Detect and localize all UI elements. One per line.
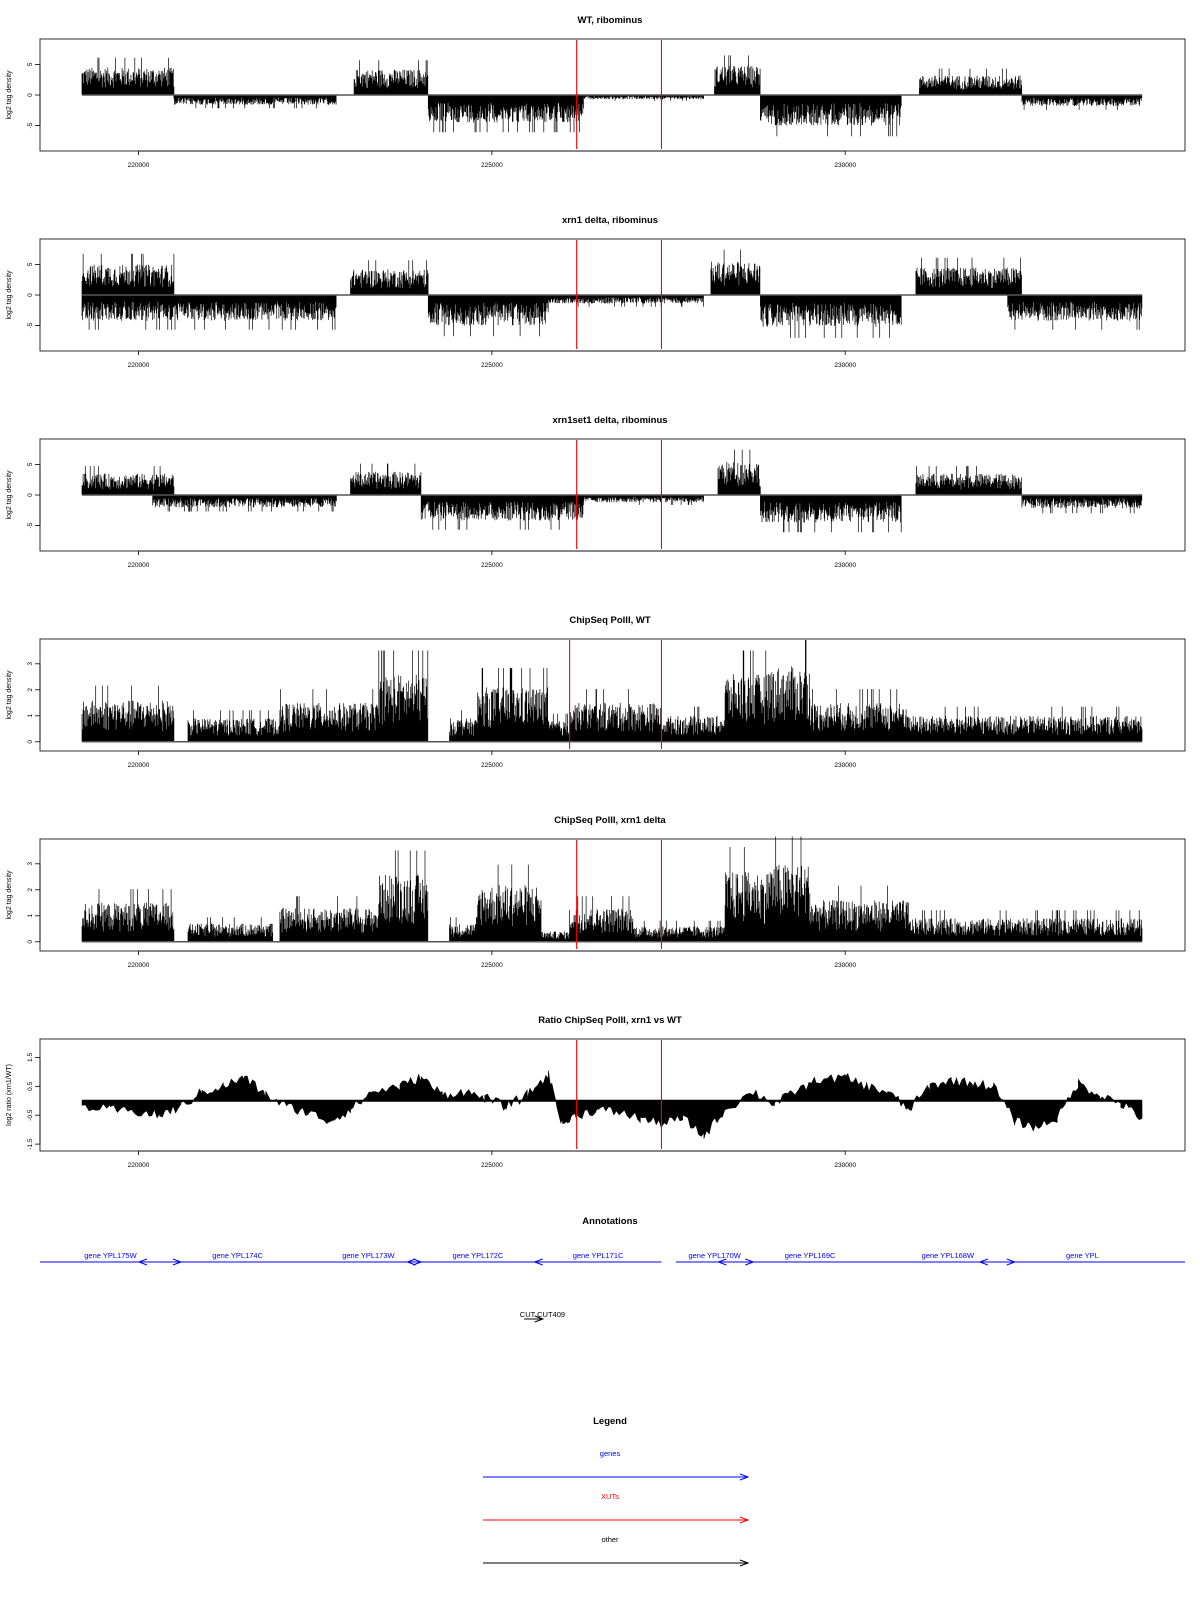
signal-bar-block	[768, 640, 810, 742]
x-tick-label: 230000	[834, 362, 857, 369]
signal-bar-block	[760, 95, 901, 136]
x-tick-label: 230000	[834, 1162, 857, 1169]
y-tick-label: 5	[27, 62, 34, 67]
x-tick-label: 220000	[127, 962, 150, 969]
gene-label: gene YPL175W	[84, 1251, 137, 1260]
y-axis-label: log2 tag density	[6, 470, 13, 520]
signal-bar-block	[478, 668, 548, 742]
panel-xrn1-ribominus	[6, 215, 1185, 369]
panel-wt-ribominus	[6, 15, 1185, 169]
gene-label: gene YPL170W	[688, 1251, 741, 1260]
signal-bar-block	[82, 254, 174, 295]
x-tick-label: 220000	[127, 562, 150, 569]
signal-bar-block	[450, 710, 478, 742]
signal-bar-block	[584, 495, 704, 505]
signal-bar-block	[188, 917, 273, 942]
signal-bar-block	[548, 714, 569, 742]
signal-bar-block	[570, 896, 633, 942]
x-tick-label: 220000	[127, 162, 150, 169]
signal-bar-block	[810, 689, 908, 742]
y-axis-label: log2 tag density	[6, 670, 13, 720]
signal-bar-block	[1022, 95, 1142, 110]
y-tick-label: -5	[27, 122, 34, 129]
panel-title: xrn1 delta, ribominus	[561, 215, 659, 226]
x-tick-label: 225000	[481, 562, 503, 569]
x-tick-label: 230000	[834, 762, 857, 769]
signal-bar-block	[379, 851, 428, 942]
x-tick-label: 220000	[127, 1162, 150, 1169]
annotations-title: Annotations	[582, 1216, 638, 1227]
signal-bar-block	[1008, 295, 1142, 330]
signal-bar-block	[725, 847, 767, 942]
y-tick-label: -5	[27, 522, 34, 529]
gene-label: gene YPL168W	[921, 1251, 975, 1260]
signal-bar-block	[351, 464, 421, 495]
y-tick-label: 2	[27, 887, 34, 892]
y-tick-label: 0	[27, 293, 34, 297]
signal-bar-block	[82, 58, 174, 95]
y-axis-label: log2 tag density	[6, 70, 13, 120]
y-tick-label: 0	[27, 93, 34, 97]
panel-xrn1set1-ribominus	[6, 415, 1185, 569]
x-tick-label: 220000	[127, 362, 150, 369]
panel-title: ChipSeq PolII, xrn1 delta	[554, 815, 666, 826]
signal-bar-block	[188, 710, 280, 742]
signal-bar-block	[570, 689, 662, 742]
y-axis-label: log2 ratio (xrn1/WT)	[6, 1064, 13, 1126]
signal-bar-block	[916, 258, 1022, 295]
signal-bar-block	[715, 55, 761, 95]
gene-label: gene YPL172C	[452, 1251, 504, 1260]
y-tick-label: 1	[27, 913, 34, 918]
signal-bar-block	[82, 295, 336, 330]
y-tick-label: 3	[27, 861, 34, 866]
y-tick-label: 2	[27, 687, 34, 692]
y-tick-label: 0	[27, 493, 34, 497]
x-tick-label: 225000	[481, 762, 503, 769]
y-tick-label: 1.5	[27, 1052, 34, 1062]
signal-bar-block	[718, 450, 760, 495]
legend-label-xuts: XUTs	[601, 1492, 619, 1501]
x-tick-label: 220000	[127, 762, 150, 769]
signal-bar-block	[548, 295, 703, 307]
signal-bar-block	[1022, 495, 1142, 513]
x-tick-label: 225000	[481, 162, 503, 169]
panel-title: xrn1set1 delta, ribominus	[552, 415, 668, 426]
gene-label: gene YPL173W	[342, 1251, 395, 1260]
signal-bar-block	[478, 865, 541, 942]
legend-title: Legend	[593, 1416, 627, 1427]
signal-bar-block	[82, 686, 174, 742]
y-tick-label: -1.5	[27, 1138, 34, 1150]
legend-label-other: other	[601, 1535, 619, 1544]
signal-bar-block	[916, 466, 1022, 495]
signal-bar-block	[541, 932, 569, 942]
signal-bar-block	[153, 495, 337, 512]
signal-bar-block	[428, 295, 548, 336]
signal-bar-block	[82, 889, 174, 942]
signal-bar-block	[428, 95, 583, 132]
x-tick-label: 225000	[481, 962, 503, 969]
x-tick-label: 230000	[834, 562, 857, 569]
signal-bar-block	[82, 466, 174, 495]
y-tick-label: 0	[27, 739, 34, 744]
signal-bar-block	[450, 917, 478, 942]
panel-ratio	[6, 1015, 1185, 1169]
y-tick-label: 5	[27, 262, 34, 267]
legend-label-genes: genes	[599, 1449, 621, 1458]
signal-bar-block	[760, 295, 901, 338]
signal-bar-block	[354, 60, 428, 95]
signal-bar-block	[810, 886, 908, 942]
signal-bar-block	[919, 69, 1021, 95]
signal-bar-block	[280, 689, 378, 742]
signal-bar-block	[909, 707, 1142, 742]
panel-chipseq-xrn1	[6, 815, 1185, 969]
signal-bar-block	[768, 837, 810, 942]
x-tick-label: 230000	[834, 162, 857, 169]
signal-bar-block	[760, 495, 901, 532]
signal-bar-block	[662, 707, 725, 742]
y-axis-label: log2 tag density	[6, 270, 13, 320]
y-tick-label: 1	[27, 713, 34, 718]
signal-bar-block	[280, 896, 378, 942]
panel-title: ChipSeq PolII, WT	[569, 615, 651, 626]
y-tick-label: -0.5	[27, 1109, 34, 1121]
y-tick-label: 5	[27, 462, 34, 467]
panel-title: WT, ribominus	[577, 15, 643, 26]
signal-bar-block	[421, 495, 583, 530]
x-tick-label: 230000	[834, 962, 857, 969]
x-tick-label: 225000	[481, 1162, 503, 1169]
panel-chipseq-wt	[6, 615, 1185, 769]
signal-bar-block	[711, 250, 760, 295]
annotations-track	[40, 1216, 1185, 1322]
y-tick-label: 3	[27, 661, 34, 666]
signal-bar-block	[725, 651, 767, 742]
legend	[483, 1416, 748, 1566]
y-tick-label: 0	[27, 939, 34, 944]
y-tick-label: 0.5	[27, 1081, 34, 1091]
y-axis-label: log2 tag density	[6, 870, 13, 920]
other-label: CUT CUT409	[519, 1310, 566, 1319]
x-tick-label: 225000	[481, 362, 503, 369]
panel-title: Ratio ChipSeq PolII, xrn1 vs WT	[538, 1015, 682, 1026]
y-tick-label: -5	[27, 322, 34, 329]
gene-label: gene YPL171C	[572, 1251, 624, 1260]
signal-bar-block	[351, 260, 429, 295]
gene-label: gene YPL174C	[212, 1251, 264, 1260]
signal-bar-block	[633, 921, 725, 942]
ratio-area	[82, 1071, 1142, 1139]
signal-bar-block	[379, 651, 428, 742]
signal-bar-block	[174, 95, 336, 108]
signal-bar-block	[584, 95, 704, 101]
gene-label: gene YPL169C	[784, 1251, 836, 1260]
signal-bar-block	[909, 910, 1142, 942]
gene-label: gene YPL	[1066, 1251, 1099, 1260]
